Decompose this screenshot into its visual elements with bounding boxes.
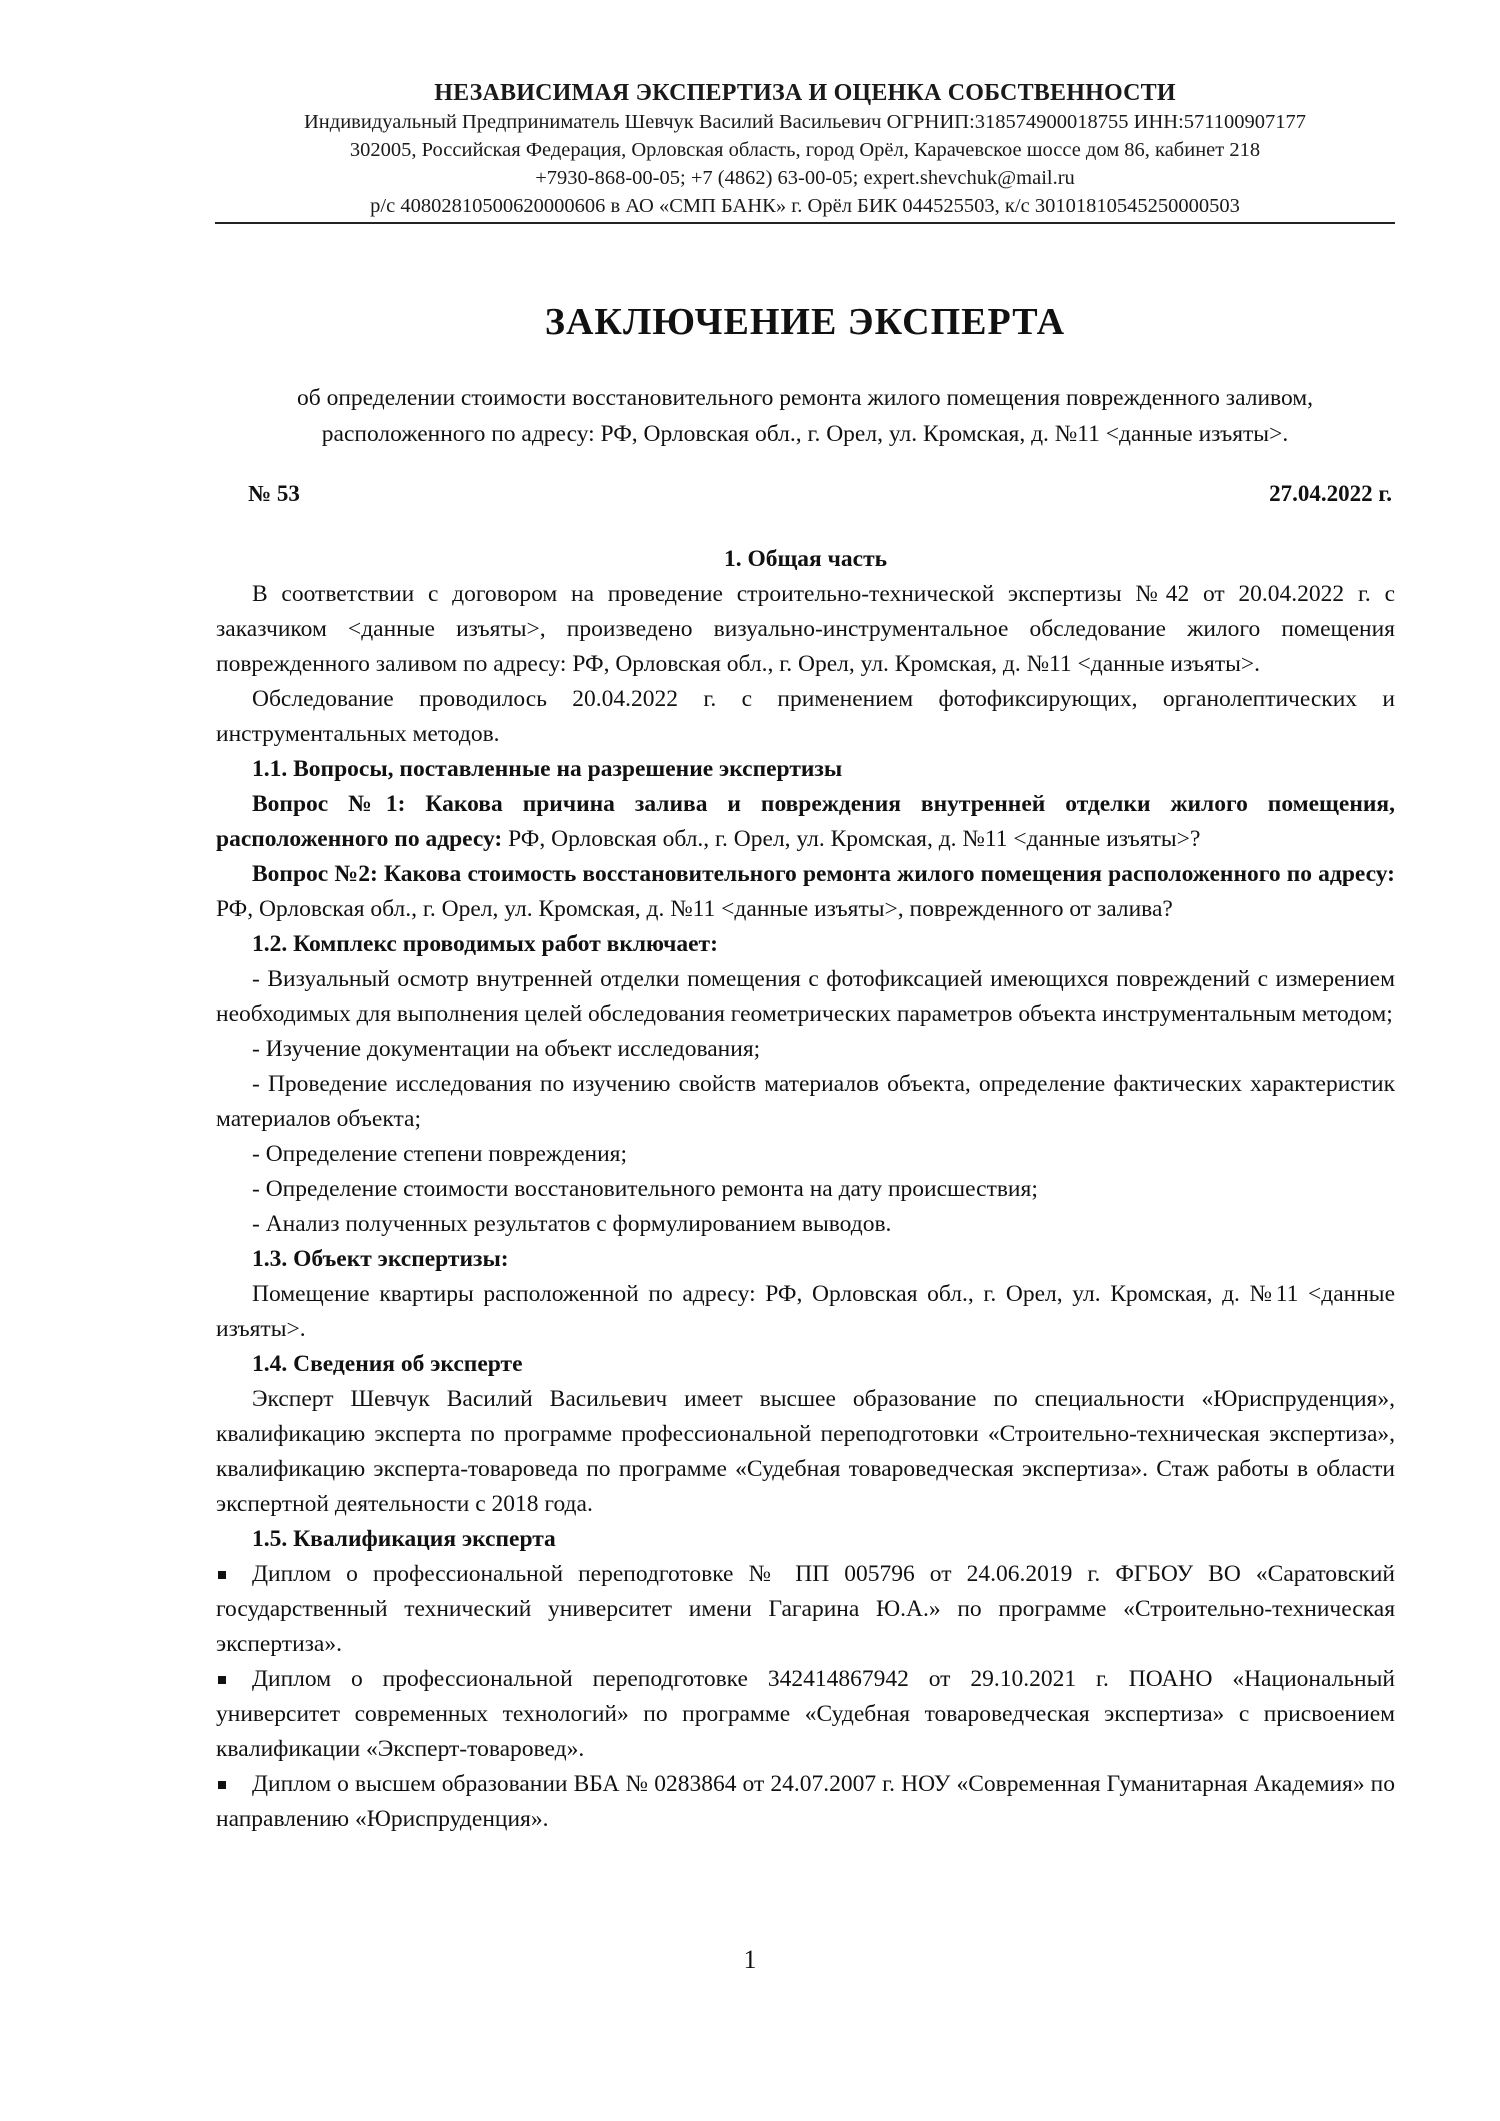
- diploma-item: [216, 1662, 1395, 1767]
- bullet-icon: [218, 1676, 226, 1684]
- subtitle-line: об определении стоимости восстановительного ремонта жилого помещения поврежденного заливом,: [296, 385, 1314, 411]
- letterhead: [215, 78, 1395, 220]
- diploma-text: Диплом о профессиональной переподготовке № ПП 005796 от 24.06.2019 г. ФГБОУ ВО «Саратовский государственный технический университет имени Гагарина Ю.А.» по программе «Строительно-техническая экспертиза».: [216, 1561, 1395, 1657]
- diploma-text: Диплом о высшем образовании ВБА № 0283864 от 24.07.2007 г. НОУ «Современная Гуманитарная Академия» по направлению «Юриспруденция».: [216, 1771, 1395, 1832]
- subsection-heading: 1.5. Квалификация эксперта: [252, 1526, 556, 1552]
- question-1-rest: РФ, Орловская обл., г. Орел, ул. Кромская, д. №11 <данные изъяты>?: [502, 826, 1201, 852]
- question-2-rest: РФ, Орловская обл., г. Орел, ул. Кромская, д. №11 <данные изъяты>, поврежденного от залива?: [216, 896, 1173, 922]
- question-2: [216, 857, 1395, 927]
- work-item: - Определение стоимости восстановительного ремонта на дату происшествия;: [252, 1176, 1038, 1202]
- document-number: № 53: [248, 481, 300, 506]
- subsection-heading: 1.3. Объект экспертизы:: [252, 1246, 509, 1272]
- question-2-bold: Вопрос №2: Какова стоимость восстановительного ремонта жилого помещения расположенного по адресу:: [252, 861, 1395, 887]
- work-item: - Анализ полученных результатов с формулированием выводов.: [252, 1211, 892, 1237]
- paragraph: Обследование проводилось 20.04.2022 г. с применением фотофиксирующих, органолептических и инструментальных методов.: [216, 686, 1395, 747]
- document-title: ЗАКЛЮЧЕНИЕ ЭКСПЕРТА: [544, 301, 1066, 343]
- work-item: - Проведение исследования по изучению свойств материалов объекта, определение фактических характеристик материалов объекта;: [216, 1071, 1395, 1132]
- diploma-item: [216, 1557, 1395, 1662]
- work-item: - Визуальный осмотр внутренней отделки помещения с фотофиксацией имеющихся повреждений с измерением необходимых для выполнения целей обследования геометрических параметров объекта инструментальным методом;: [216, 966, 1395, 1027]
- document-subtitle: [215, 380, 1395, 452]
- page-number: 1: [743, 1945, 757, 1974]
- work-item: - Определение степени повреждения;: [252, 1141, 628, 1167]
- bank-details: р/с 40802810500620000606 в АО «СМП БАНК» г. Орёл БИК 044525503, к/с 30101810545250000503: [370, 195, 1240, 217]
- paragraph: В соответствии с договором на проведение строительно-технической экспертизы №42 от 20.04.2022 г. с заказчиком <данные изъяты>, произведено визуально-инструментальное обследование жилого помещения поврежденного заливом по адресу: РФ, Орловская обл., г. Орел, ул. Кромская, д. №11 <данные изъяты>.: [216, 581, 1395, 677]
- paragraph: Эксперт Шевчук Василий Васильевич имеет высшее образование по специальности «Юриспруденция», квалификацию эксперта по программе профессиональной переподготовки «Строительно-техническая экспертиза», квалификацию эксперта-товароведа по программе «Судебная товароведческая экспертиза». Стаж работы в области экспертной деятельности с 2018 года.: [216, 1386, 1395, 1517]
- organization-name: НЕЗАВИСИМАЯ ЭКСПЕРТИЗА И ОЦЕНКА СОБСТВЕННОСТИ: [434, 80, 1176, 106]
- postal-address: 302005, Российская Федерация, Орловская область, город Орёл, Карачевское шоссе дом 86, кабинет 218: [349, 139, 1261, 161]
- work-item: - Изучение документации на объект исследования;: [252, 1036, 761, 1062]
- paragraph: Помещение квартиры расположенной по адресу: РФ, Орловская обл., г. Орел, ул. Кромская, д. №11 <данные изъяты>.: [216, 1281, 1395, 1342]
- subtitle-line: расположенного по адресу: РФ, Орловская обл., г. Орел, ул. Кромская, д. №11 <данные изъяты>.: [321, 421, 1289, 447]
- diploma-text: Диплом о профессиональной переподготовке 342414867942 от 29.10.2021 г. ПОАНО «Национальный университет современных технологий» по программе «Судебная товароведческая экспертиза» с присвоением квалификации «Эксперт-товаровед».: [216, 1666, 1395, 1762]
- contact-info: +7930-868-00-05; +7 (4862) 63-00-05; expert.shevchuk@mail.ru: [535, 167, 1075, 189]
- document-date: 27.04.2022 г.: [1269, 481, 1392, 506]
- subsection-heading: 1.1. Вопросы, поставленные на разрешение экспертизы: [252, 756, 843, 782]
- subsection-heading: 1.2. Комплекс проводимых работ включает:: [252, 931, 718, 957]
- question-1: [216, 787, 1395, 857]
- section-heading: 1. Общая часть: [723, 546, 888, 572]
- document-body: [216, 542, 1395, 1837]
- bullet-icon: [218, 1571, 226, 1579]
- bullet-icon: [218, 1781, 226, 1789]
- subsection-heading: 1.4. Сведения об эксперте: [252, 1351, 523, 1377]
- diploma-item: [216, 1767, 1395, 1837]
- question-1-bold: Вопрос №1: Какова причина залива и повреждения внутренней отделки жилого помещения, расположенного по адресу:: [216, 791, 1395, 852]
- header-divider: [215, 222, 1395, 224]
- entrepreneur-details: Индивидуальный Предприниматель Шевчук Василий Васильевич ОГРНИП:318574900018755 ИНН:571100907177: [304, 111, 1306, 133]
